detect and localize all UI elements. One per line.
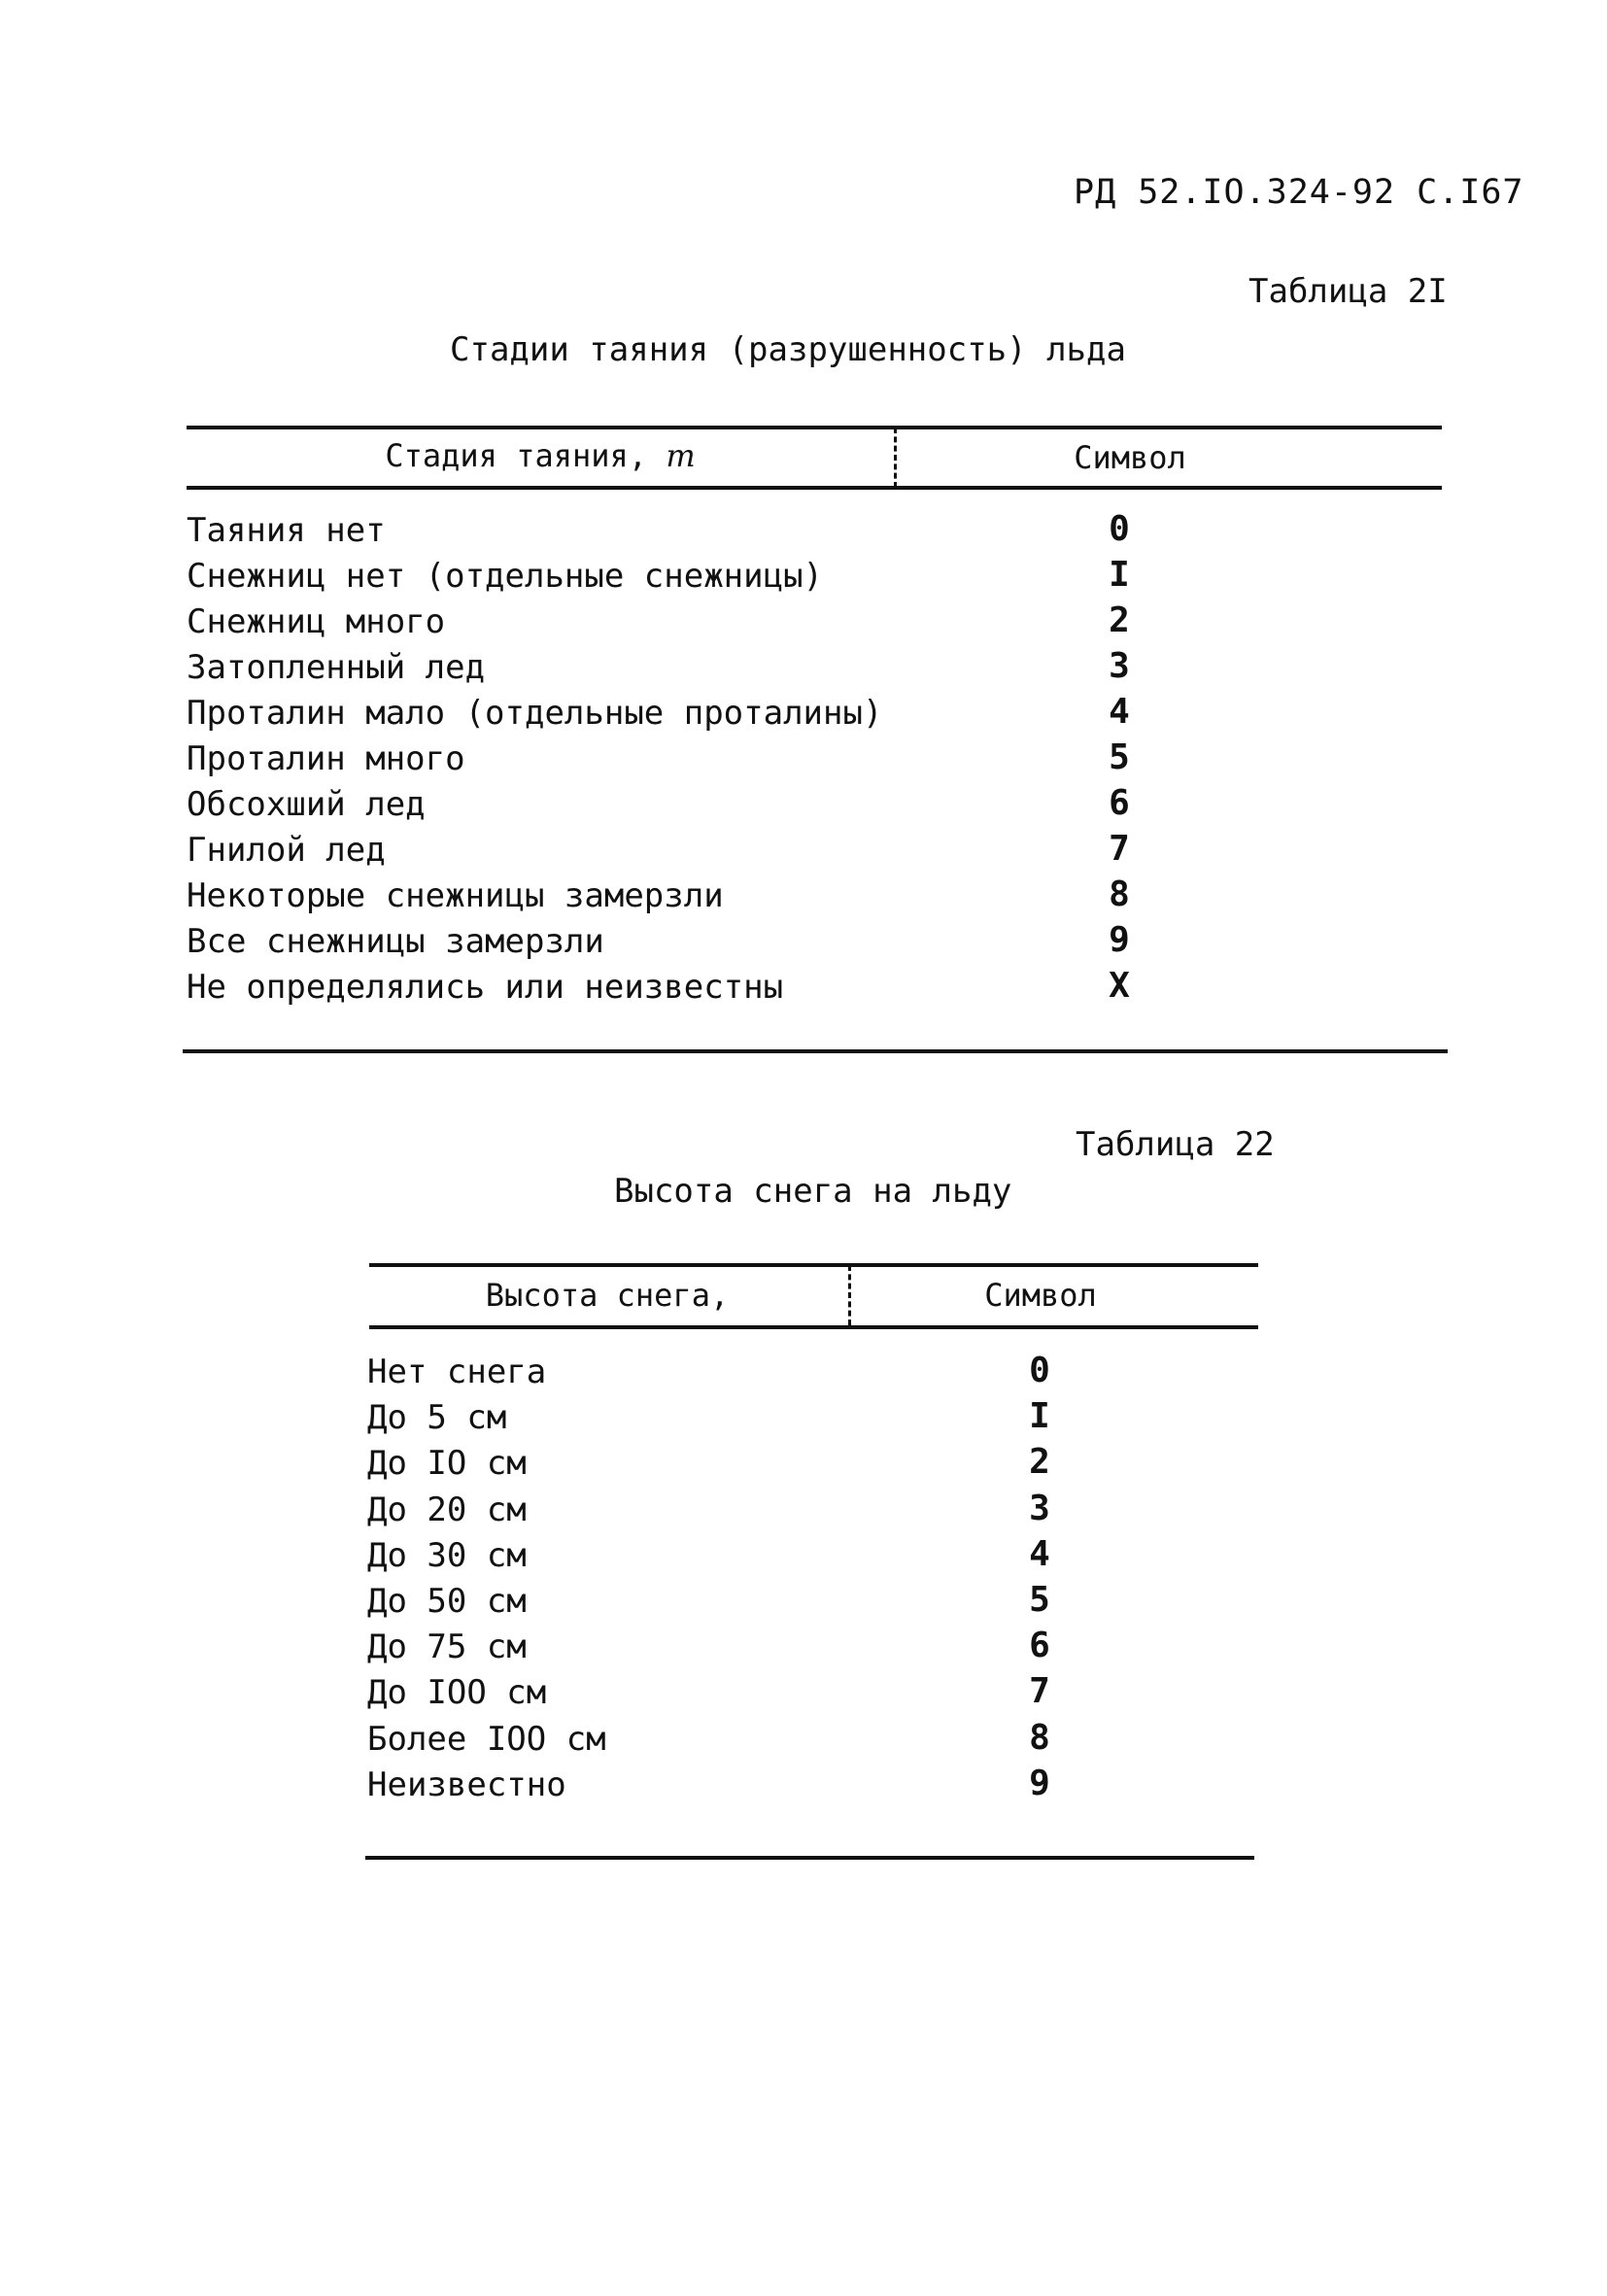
- table-21-row-label: Снежниц много: [187, 602, 446, 641]
- table-22-row-label: Более IOO см: [367, 1719, 606, 1759]
- table-22-row-label: До 30 см: [367, 1535, 527, 1575]
- table-21-row-symbol: 4: [1109, 692, 1130, 732]
- table-22-row-symbol: 0: [1029, 1351, 1050, 1390]
- table-22-row-symbol: 8: [1029, 1717, 1050, 1758]
- table-22-top-rule: [369, 1263, 1258, 1267]
- table-22-row-symbol: 3: [1029, 1488, 1050, 1528]
- table-21-row-label: Все снежницы замерзли: [187, 922, 604, 961]
- table-22-row-label: До 5 см: [367, 1398, 507, 1438]
- table-22-row-symbol: 9: [1029, 1763, 1050, 1803]
- table-21-row-label: Проталин много: [187, 739, 465, 778]
- table-22-row-symbol: 5: [1029, 1580, 1050, 1620]
- table-22-row-symbol: I: [1029, 1396, 1050, 1437]
- table-21-col1-header-text: Стадия таяния,: [385, 437, 648, 474]
- table-21-row-symbol: 9: [1109, 920, 1130, 960]
- table-22-row-symbol: 7: [1029, 1671, 1050, 1712]
- table-22-row-symbol: 6: [1029, 1626, 1050, 1666]
- table-21-row-symbol: 5: [1109, 737, 1130, 777]
- table-22-label: Таблица 22: [1076, 1125, 1275, 1164]
- table-22-row-label: Неизвестно: [367, 1765, 566, 1804]
- table-21-row-label: Некоторые снежницы замерзли: [187, 876, 724, 915]
- table-21-row-label: Не определялись или неизвестны: [187, 968, 784, 1007]
- table-22-row-label: До 50 см: [367, 1582, 527, 1621]
- table-22-bottom-rule: [365, 1856, 1254, 1860]
- table-22-header-rule: [369, 1325, 1258, 1329]
- table-21-title: Стадии таяния (разрушенность) льда: [450, 330, 1126, 369]
- table-21-bottom-rule: [183, 1049, 1448, 1053]
- table-22-col2-header: Символ: [984, 1277, 1097, 1314]
- table-22-row-label: До IO см: [367, 1444, 527, 1484]
- table-21-row-symbol: 2: [1109, 600, 1130, 640]
- table-21-row-symbol: 8: [1109, 874, 1130, 914]
- table-21-row-symbol: I: [1109, 555, 1130, 595]
- table-21-row-label: Гнилой лед: [187, 831, 386, 870]
- table-21-top-rule: [187, 426, 1442, 429]
- table-21-row-label: Обсохший лед: [187, 785, 426, 824]
- table-21-row-symbol: 7: [1109, 829, 1130, 869]
- table-21-row-symbol: 0: [1109, 509, 1130, 549]
- table-21-col1-variable: m: [666, 437, 696, 474]
- table-21-header-rule: [187, 486, 1442, 490]
- table-22-row-label: До 75 см: [367, 1628, 527, 1667]
- table-21-row-symbol: 3: [1109, 646, 1130, 686]
- table-21-row-label: Снежниц нет (отдельные снежницы): [187, 557, 824, 596]
- table-22-row-symbol: 4: [1029, 1533, 1050, 1574]
- table-21-row-label: Затопленный лед: [187, 648, 486, 687]
- table-21-row-symbol: X: [1109, 966, 1130, 1006]
- table-22-row-symbol: 2: [1029, 1442, 1050, 1483]
- table-22-title: Высота снега на льду: [614, 1172, 1012, 1211]
- table-21-row-symbol: 6: [1109, 783, 1130, 823]
- table-22-col1-header: Высота снега,: [485, 1277, 730, 1314]
- table-22-row-label: До IOO см: [367, 1673, 547, 1713]
- table-21-col2-header: Символ: [1074, 439, 1186, 476]
- table-21-label: Таблица 2I: [1248, 272, 1448, 311]
- page-header-reference: РД 52.IO.324-92 С.I67: [1074, 173, 1524, 212]
- table-21-row-label: Таяния нет: [187, 511, 386, 550]
- table-22-row-label: До 20 см: [367, 1490, 527, 1529]
- table-21-row-label: Проталин мало (отдельные проталины): [187, 694, 883, 733]
- table-21-col1-header: [187, 437, 894, 474]
- table-22-row-label: Нет снега: [367, 1353, 547, 1391]
